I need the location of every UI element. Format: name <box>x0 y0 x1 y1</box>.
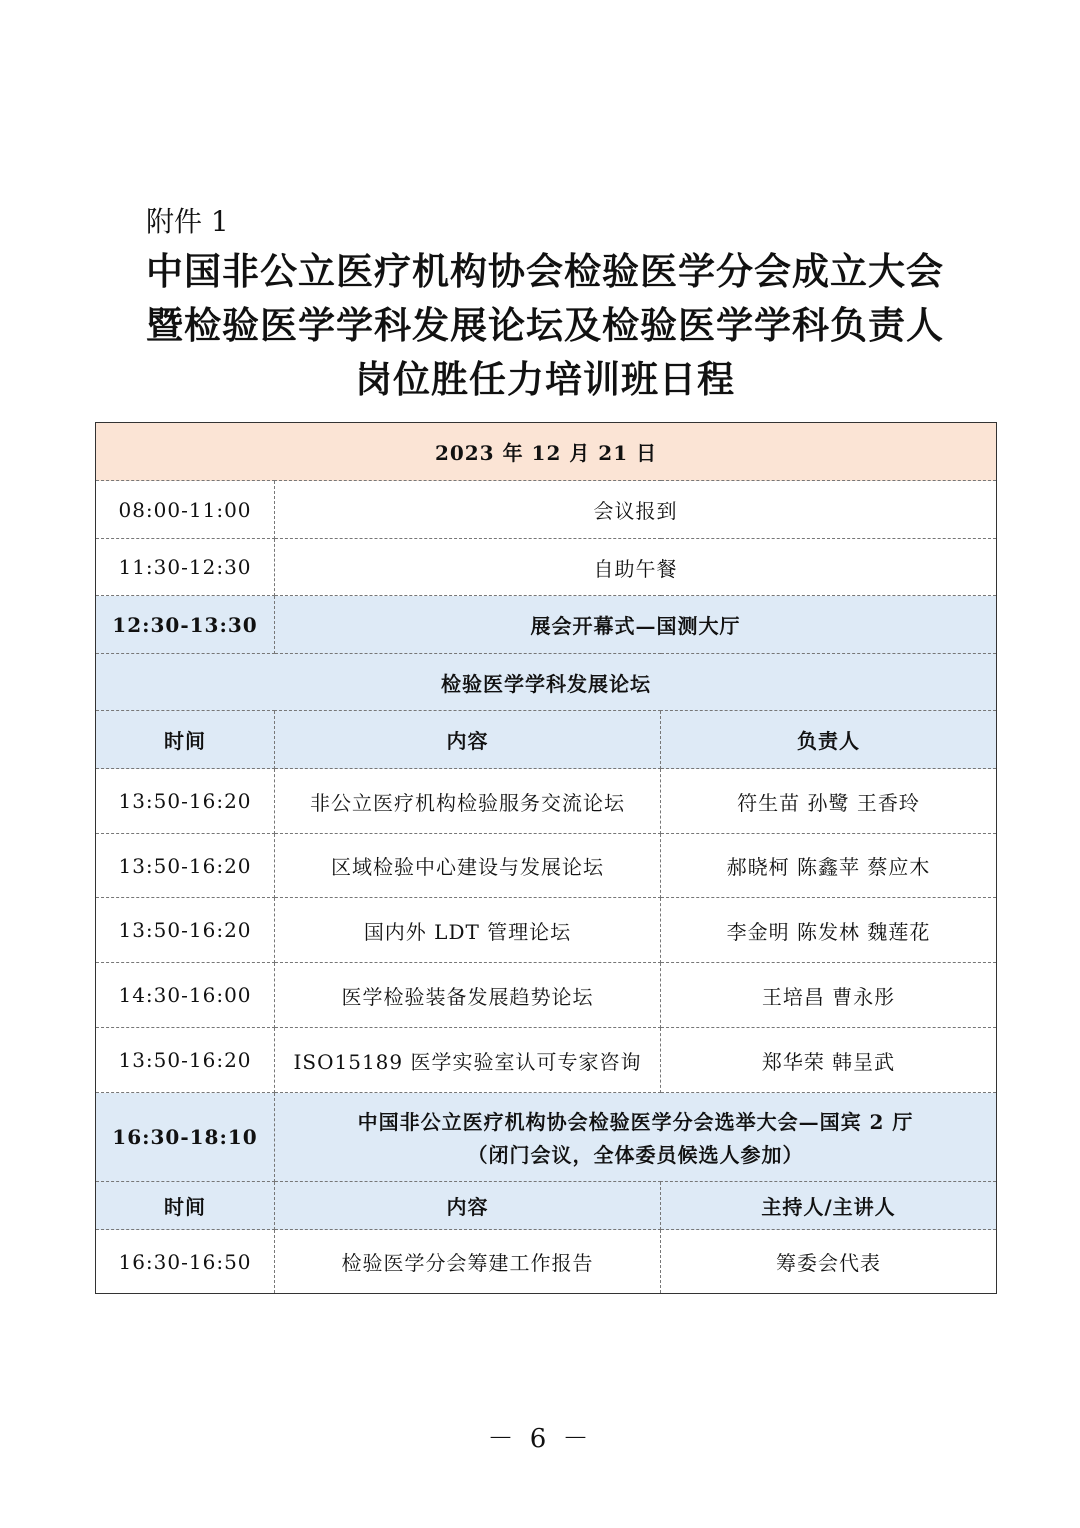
election-title: 中国非公立医疗机构协会检验医学分会选举大会—国宾 2 厅 <box>357 1110 914 1134</box>
row-person: 郝晓柯 陈鑫苹 蔡应木 <box>661 834 997 898</box>
title-line-2: 暨检验医学学科发展论坛及检验医学学科负责人 <box>146 303 944 347</box>
row-person: 筹委会代表 <box>661 1230 997 1294</box>
row-time: 13:50-16:20 <box>96 834 275 898</box>
opening-content: 展会开幕式—国测大厅 <box>275 596 997 654</box>
election-header-row <box>96 1182 997 1230</box>
row-content: 国内外 LDT 管理论坛 <box>275 898 661 963</box>
table-row <box>96 769 997 834</box>
header-content: 内容 <box>275 1182 661 1230</box>
row-content: 区域检验中心建设与发展论坛 <box>275 834 661 898</box>
row-time: 13:50-16:20 <box>96 769 275 834</box>
row-content: 非公立医疗机构检验服务交流论坛 <box>275 769 661 834</box>
title-line-3: 岗位胜任力培训班日程 <box>355 357 735 401</box>
header-time: 时间 <box>96 1182 275 1230</box>
row-time: 11:30-12:30 <box>96 539 275 596</box>
row-content: 检验医学分会筹建工作报告 <box>275 1230 661 1294</box>
row-time: 13:50-16:20 <box>96 898 275 963</box>
election-time: 16:30-18:10 <box>96 1093 275 1182</box>
attachment-label: 附件 1 <box>146 205 229 238</box>
row-content: 医学检验装备发展趋势论坛 <box>275 963 661 1028</box>
row-time: 13:50-16:20 <box>96 1028 275 1093</box>
row-person: 王培昌 曹永彤 <box>661 963 997 1028</box>
row-time: 08:00-11:00 <box>96 481 275 539</box>
table-row <box>96 834 997 898</box>
header-person: 主持人/主讲人 <box>661 1182 997 1230</box>
date-row <box>96 423 997 481</box>
election-note: （闭门会议，全体委员候选人参加） <box>467 1143 804 1167</box>
row-content: 自助午餐 <box>275 539 997 596</box>
table-row <box>96 481 997 539</box>
forum-title-row <box>96 654 997 711</box>
row-content: 会议报到 <box>275 481 997 539</box>
row-person: 郑华荣 韩呈武 <box>661 1028 997 1093</box>
row-person: 符生苗 孙鹭 王香玲 <box>661 769 997 834</box>
forum-title: 检验医学学科发展论坛 <box>96 654 997 711</box>
table-row <box>96 1028 997 1093</box>
header-time: 时间 <box>96 711 275 769</box>
page-number: － 6 － <box>487 1424 593 1454</box>
row-time: 16:30-16:50 <box>96 1230 275 1294</box>
forum-header-row <box>96 711 997 769</box>
title-line-1: 中国非公立医疗机构协会检验医学分会成立大会 <box>146 249 944 293</box>
table-row <box>96 963 997 1028</box>
document-title <box>60 244 1030 406</box>
table-row <box>96 898 997 963</box>
header-content: 内容 <box>275 711 661 769</box>
table-row <box>96 1230 997 1294</box>
row-content: ISO15189 医学实验室认可专家咨询 <box>275 1028 661 1093</box>
row-person: 李金明 陈发林 魏莲花 <box>661 898 997 963</box>
opening-row <box>96 596 997 654</box>
header-person: 负责人 <box>661 711 997 769</box>
schedule-date: 2023 年 12 月 21 日 <box>96 423 997 481</box>
opening-time: 12:30-13:30 <box>96 596 275 654</box>
schedule-table <box>95 422 997 1294</box>
table-row <box>96 539 997 596</box>
election-row <box>96 1093 997 1182</box>
election-content <box>275 1093 997 1182</box>
row-time: 14:30-16:00 <box>96 963 275 1028</box>
